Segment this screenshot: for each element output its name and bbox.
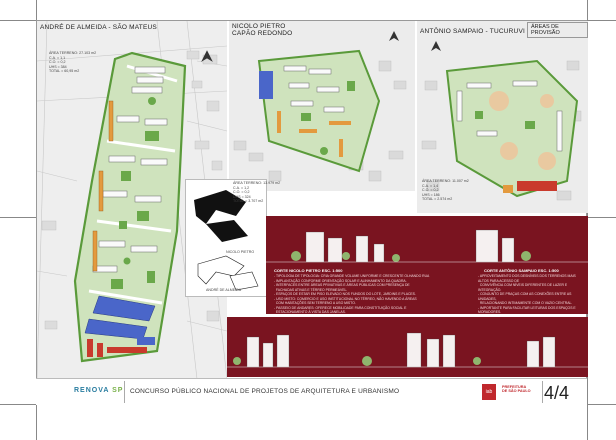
site-plan-antonio-sampaio: [417, 21, 588, 213]
competition-title: CONCURSO PÚBLICO NACIONAL DE PROJETOS DE ARQUITETURA E URBANISMO: [130, 388, 400, 395]
renova-brand: RENOVA: [74, 387, 110, 394]
areas-provisao-badge: ÁREAS DE PROVISÃO: [527, 22, 588, 38]
competition-board: [36, 20, 587, 404]
area-title-nicolo: [232, 23, 292, 37]
sp-brand: SP: [112, 387, 124, 394]
section-nicolo-pietro: [266, 216, 588, 314]
prefeitura-logo: PREFEITURA DE SÃO PAULO: [502, 385, 531, 394]
iab-logo: [482, 384, 496, 400]
area-title-andre: ANDRÉ DE ALMEIDA - SÃO MATEUS: [40, 24, 157, 31]
section-elevation-drawing: [227, 317, 588, 377]
area-title-nicolo-l2: CAPÃO REDONDO: [232, 30, 293, 37]
section-andre-de-almeida: [227, 317, 588, 377]
perspective-label-andre: ANDRÉ DE ALMEIDA: [206, 288, 242, 292]
iab-logo-text: iab: [485, 389, 493, 395]
page-number: 4/4: [543, 383, 569, 403]
section2-title: CORTE ANTÔNIO SAMPAIO ESC. 1:500: [484, 268, 559, 273]
section-elevation-drawing: [266, 216, 588, 276]
crop-line-mid: [0, 217, 36, 218]
legend-antonio: ÁREA TERRENO: 11.007 m2 C.A. = 1,4 C.O. = 0,2 UHS = 186 TOTAL = 2.574 m2: [422, 179, 469, 202]
footer-divider: [124, 381, 125, 403]
section2-notes: - APROVEITAMENTO DOS DESNÍVEIS DOS TERRENOS MAIS ALTOS PARA ACESSO DE CONVIVÊNCIA COM NÍVEIS DIFERENTES DE LAZER E INTEGRAÇÃO. - CONJUNTO DE PRAÇAS COM AS CONEXÕES ENTRE AS UNIDADES, RELACIONANDO INTIMAMENTE COM O VAZIO CENTRAL. - IMPORTANTE PARA FACILITAR LEITURAS DOS ESPAÇOS E MORADORES.: [478, 274, 576, 314]
board-footer: [36, 378, 587, 405]
perspective-label-nicolo: NICOLO PIETRO: [226, 250, 255, 254]
legend-nicolo: ÁREA TERRENO: 13.979 m2 C.A. = 1,2 C.O. = 0,2 UHS = 324 TOTAL = 3.707 m2: [233, 181, 281, 204]
area-title-nicolo-l1: NICOLO PIETRO: [232, 23, 286, 30]
site-plan-nicolo-pietro: [229, 21, 415, 191]
section1-title: CORTE NICOLO PIETRO ESC. 1:500: [274, 268, 343, 273]
legend-andre: ÁREA TERRENO: 27.103 m2 C.A. = 1,1 C.O. = 0,2 UHS = 384 TOTAL = 60,95 m2: [49, 51, 97, 74]
site-plan-drawing: [229, 21, 415, 191]
section1-notes: - TIPOLOGIA DE TIPOLOGIA: CRIA GRANDE VOLUME UNIFORME E CRESCENTE OLHANDO RUA - IMPLANTAÇÃO CONFORME ORIENTAÇÃO SOLAR E ALINHAMENTO DA QUADRA. - INTERFACES ENTRE ÁREAS PRIVATIVAS E ÁREAS PÚBLICAS COM PRESENÇA DE FACHADAS ATIVAS E TÉRREO PERMEÁVEL. - ESPAÇOS DE ESTAR EM PISO ELEVADO NOS FUNDOS DO LOTE, JARDINS E PLACES. - USO MISTO: COMERCIO E USO INSTITUCIONAL NO TÉRREO, NÃO HAVENDO A ÁREAS COM HABITAÇÕES SEM TERRENO A USO MISTO. - PASSEIO DE ANDARES: OFERECE MOBILIDADE PARA CONSTITUIÇÃO SOCIAL E ESTACIONAMENTO À VISTA DAS JANELAS.: [274, 274, 430, 314]
area-title-antonio: ANTÔNIO SAMPAIO - TUCURUVI: [420, 28, 525, 35]
crop-line-mid-r: [587, 217, 616, 218]
renova-sp-logo: [74, 387, 123, 394]
footer-divider-right: [542, 381, 543, 403]
